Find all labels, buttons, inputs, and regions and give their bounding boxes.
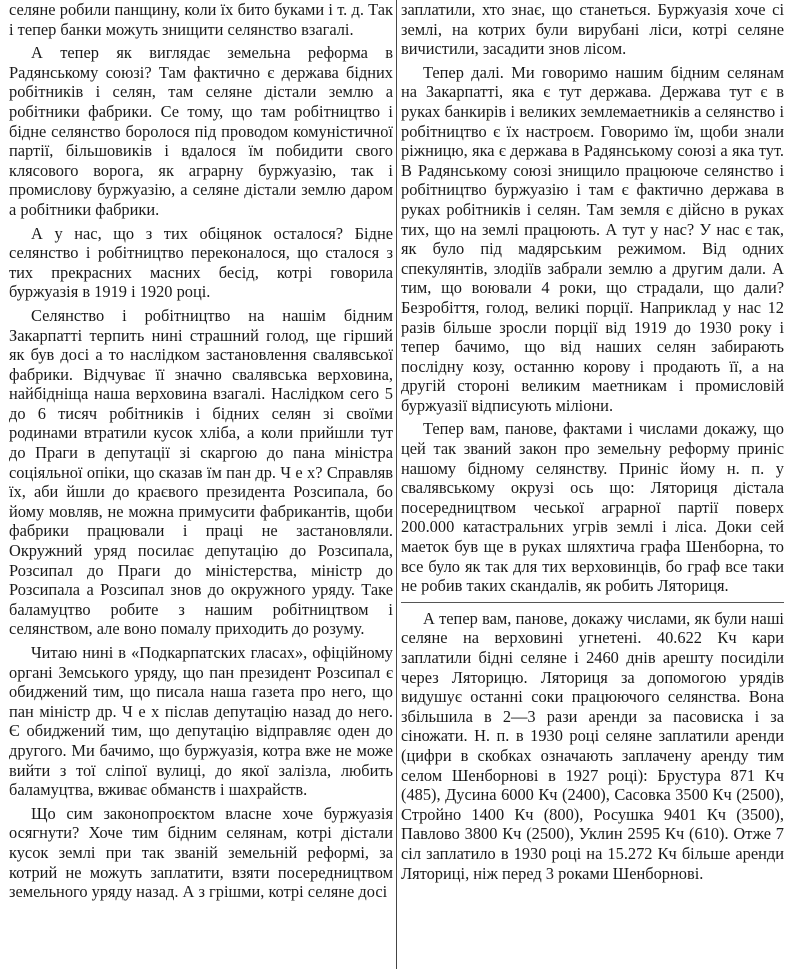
paragraph: Тепер далі. Ми говоримо нашим бідним селянам на Закарпатті, яка є тут держава. Держава тут є в руках банкирів і великих землемаетників а селянство і робітництво є їх настроєм. Говоримо їм, щоби знали ріжницю, яка є держава в Радянському союзі а яка тут. В Радянському союзі знищило працююче селянство і робітництво буржуазію і там є фактично держава в руках робітників і селян. Там земля є дійсно в руках тих, що на землі працюють. А тут у нас? У нас є так, як було під мадярським режимом. Від одних спекулянтів, злодіїв забрали землю а другим дали. А тим, що воювали 4 роки, що страдали, що дали? Безробіття, голод, великі порції. Наприклад у нас 12 разів більше зросли порції від 1919 до 1930 року і тепер бачимо, що від наших селян забирають послідну козу, останню корову і продають її, а на другій стороні великим маетникам і промисловій буржуазії відписують міліони. <box>401 62 784 415</box>
paragraph: Читаю нині в «Подкарпатских гласах», офіційному органі Земського уряду, що пан президент Розсипал є обиджений тим, що писала наша газета про него, що пан міністр др. Ч е х післав депутацію назад до него. Є обиджений тим, що депутацію відправляє оден до другого. Ми бачимо, що буржуазія, котра вже не може вийти з тої сліпої вулиці, до якої залізла, любить баламуцтва, вживає обманств і шахрайств. <box>9 643 393 800</box>
left-column <box>9 0 393 902</box>
right-column <box>401 0 784 883</box>
paragraph: А у нас, що з тих обіцянок осталося? Бідне селянство і робітництво переконалося, що сталося з тих прекрасних масних бесід, котрі говорила буржуазія в 1919 і 1920 році. <box>9 223 393 302</box>
paragraph: А тепер вам, панове, докажу числами, як були наші селяне на верховині угнетені. 40.622 Кч кари заплатили бідні селяне і 2460 днів арешту посиділи через Лятоpицю. Лятоpиця за допомогою урядів видушує останні соки працюючого селянства. Вона збільшила в 2—3 рази аренди за пасовиска і за сіножати. Н. п. в 1930 році селяне заплатили аренди (цифри в скобках означають заплачену аренду тим селом Шенборнові в 1927 році): Брустура 871 Кч (485), Дусина 6000 Кч (2400), Сасовка 3500 Кч (2500), Стройно 1400 Кч (800), Росушка 9401 Кч (3500), Павлово 3800 Кч (2500), Уклин 2595 Кч (610). Отже 7 сіл заплатило в 1930 році на 15.272 Кч більше аренди Лятоpиці, ніж перед 3 роками Шенборнові. <box>401 608 784 883</box>
paragraph: заплатили, хто знає, що станеться. Буржуазія хоче сі землі, на котрих були вирубані ліси, котрі селяне вичистили, засадити знов лісом. <box>401 0 784 59</box>
paragraph: Тепер вам, панове, фактами і числами докажу, що цей так званий закон про земельну реформу приніс нашому бідному селянству. Приніс йому н. п. у свалявському окрузі ось що: Лятоpиця дістала посередництвом чеської аграрної партії поверх 200.000 катастральних угрів землі і ліса. Доки сей маеток був ще в руках шляхтича графа Шенборна, то все було як так для тих верховинців, бо граф все таки не робив таких скандалів, як робить Лятоpиця. <box>401 419 784 596</box>
paragraph: А тепер як виглядає земельна реформа в Радянському союзі? Там фактично є держава бідних робітників і селян, там селяне дістали землю а робітники фабрики. Се тому, що там робітництво і бідне селянство боролося під проводом комуністичної партії, більшовиків і вдалося їм побидити свого клясового ворога, як аграрну буржуазію, так і промислову буржуазію, а селяне дістали землю даром а робітники фабрики. <box>9 43 393 219</box>
paragraph: Селянство і робітництво на нашім бідним Закарпатті терпить нині страшний голод, ще гірший як був досі а то наслідком застановлення свалявської фабрики. Відчуває її значно свалявська верховина, найбідніща наша верховина взагалі. Наслідком сего 5 до 6 тисяч робітників і бідних селян зі своїми родинами втратили кусок хліба, а коли прийшли тут до Праги в депутації зі скаргою до пана міністра соціяльної опіки, що сказав їм пан др. Ч е х? Справляв їх, аби йшли до краєвого президента Розсипала, бо йому мовляв, не можна примусити фабрикантів, щоби фабрики працювали і праці не застановляли. Окружний уряд посилає депутацію до Розсипала, Розсипал до Праги до міністерства, міністр до Розсипала а Розсипал знов до окружного уряду. Таке баламуцтво робите з нашим робітництвом і селянством, але воно помалу приходить до розуму. <box>9 305 393 639</box>
section-divider <box>401 602 784 603</box>
paragraph: селяне робили панщину, коли їх бито буками і т. д. Так і тепер банки можуть знищити селянство взагалі. <box>9 0 393 39</box>
paragraph: Що сим законопроєктом власне хоче буржуазія осягнути? Хоче тим бідним селянам, котрі дістали кусок землі при так званій земельній реформі, за котрий не можуть заплатити, взяти посередництвом земельного уряду назад. А з грішми, котрі селяне досі <box>9 803 393 902</box>
column-divider <box>396 0 397 969</box>
